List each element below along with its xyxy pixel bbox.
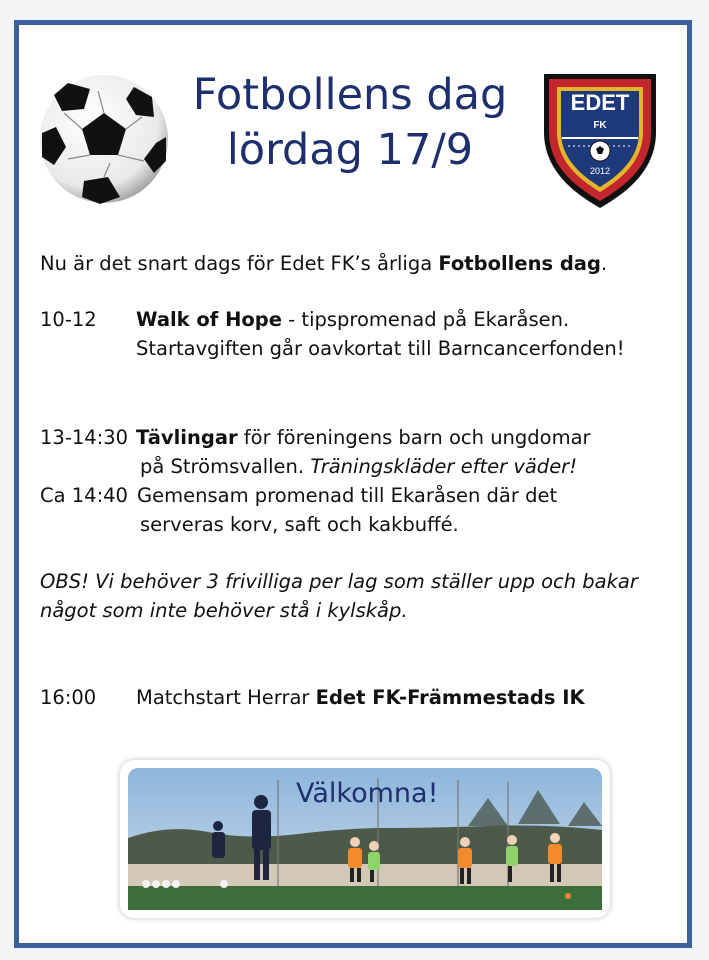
schedule-time-3: Ca 14:40 xyxy=(40,484,128,507)
schedule-time-2: 13-14:30 xyxy=(40,426,129,449)
schedule-item-2: Tävlingar för föreningens barn och ungdomar xyxy=(136,426,591,449)
match-time: 16:00 xyxy=(40,686,97,709)
crest-name: EDET xyxy=(570,90,630,115)
crest-sub: FK xyxy=(593,120,607,131)
schedule-item-3-line2: serveras korv, saft och kakbuffé. xyxy=(140,513,459,536)
page-title xyxy=(175,68,525,178)
schedule-item-1: Walk of Hope - tipspromenad på Ekaråsen. xyxy=(136,308,570,331)
soccer-ball-icon xyxy=(38,73,170,205)
schedule-time-1: 10-12 xyxy=(40,308,97,331)
title-line-1: Fotbollens dag xyxy=(192,70,508,120)
crest-year: 2012 xyxy=(589,166,611,176)
notice-line-2: något som inte behöver stå i kylskåp. xyxy=(40,599,408,622)
match-text: Matchstart Herrar Edet FK-Främmestads IK xyxy=(136,686,585,709)
notice-line-1: OBS! Vi behöver 3 frivilliga per lag som ställer upp och bakar xyxy=(40,570,638,593)
schedule-item-1-line2: Startavgiften går oavkortat till Barncancerfonden! xyxy=(136,337,625,360)
schedule-item-2-line2: på Strömsvallen. Träningskläder efter väder! xyxy=(140,455,578,478)
club-crest-logo xyxy=(538,68,662,212)
welcome-caption: Välkomna! xyxy=(296,778,439,809)
schedule-item-3: Gemensam promenad till Ekaråsen där det xyxy=(137,484,558,507)
intro-text: Nu är det snart dags för Edet FK’s årliga Fotbollens dag. xyxy=(40,252,608,275)
title-line-2: lördag 17/9 xyxy=(226,125,474,175)
